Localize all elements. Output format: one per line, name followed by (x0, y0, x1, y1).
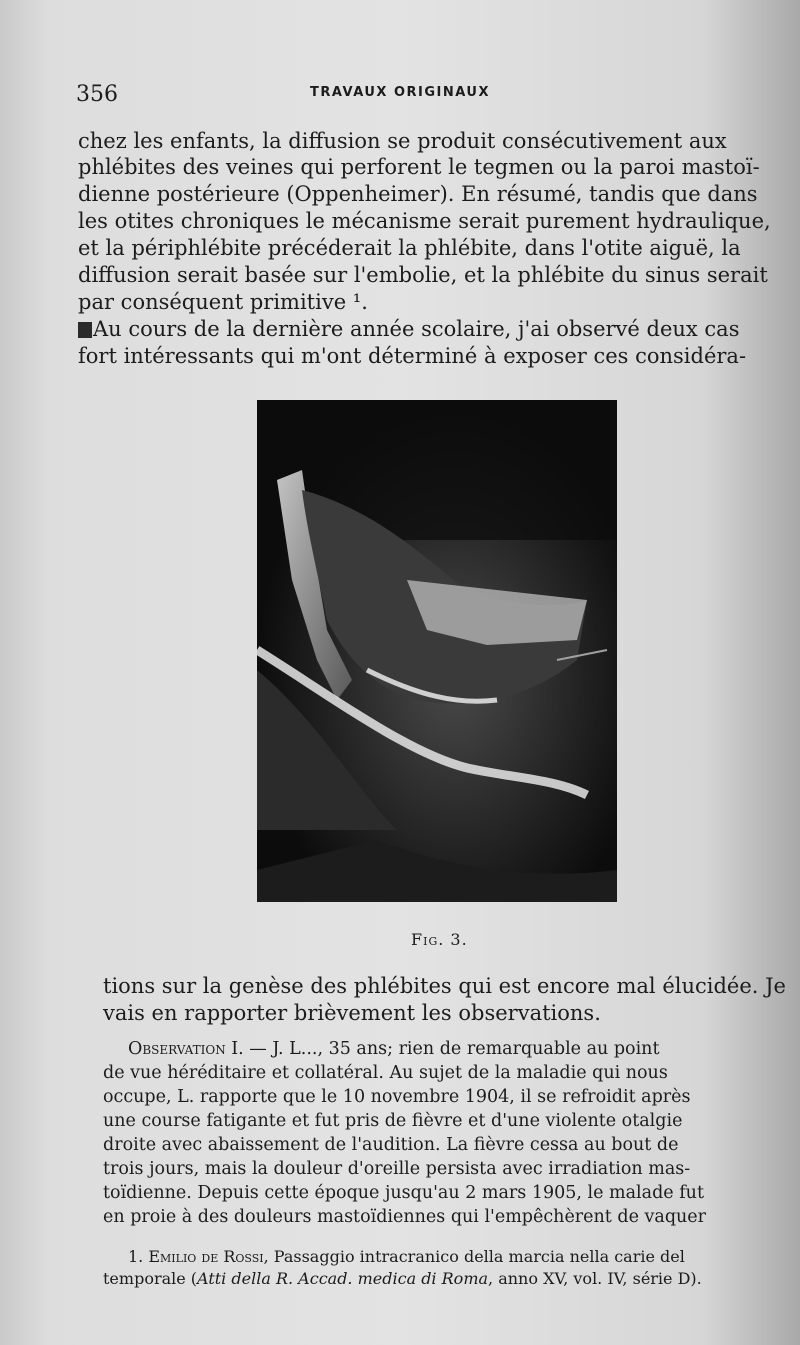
figure-caption: Fig. 3. (411, 930, 468, 949)
footnote-journal: Atti della R. Accad. medica di Roma (197, 1269, 489, 1288)
observation-line: occupe, L. rapporte que le 10 novembre 1904, il se refroidit après (103, 1087, 691, 1107)
body-line: tions sur la genèse des phlébites qui est encore mal élucidée. Je (103, 974, 786, 998)
body-line: chez les enfants, la diffusion se produit consécutivement aux (78, 129, 727, 153)
figure-photograph (257, 400, 617, 902)
body-line: phlébites des veines qui perforent le tegmen ou la paroi mastoï- (78, 155, 760, 179)
body-line: fort intéressants qui m'ont déterminé à exposer ces considéra- (78, 344, 747, 368)
observation-line: toïdienne. Depuis cette époque jusqu'au 2 mars 1905, le malade fut (103, 1183, 704, 1203)
observation-label: Observation I. — (128, 1039, 267, 1059)
footnote-line: 1. Emilio de Rossi, Passaggio intracranico della marcia nella carie del (128, 1247, 685, 1266)
observation-line: en proie à des douleurs mastoïdiennes qui l'empêchèrent de vaquer (103, 1207, 707, 1227)
page-number: 356 (76, 82, 118, 107)
body-line: diffusion serait basée sur l'embolie, et la phlébite du sinus serait (78, 263, 768, 287)
body-line: vais en rapporter brièvement les observations. (103, 1001, 601, 1025)
observation-line: Observation I. — J. L..., 35 ans; rien de remarquable au point (128, 1039, 660, 1059)
footnote-author: Emilio de Rossi (148, 1247, 264, 1266)
footnote-line: temporale (Atti della R. Accad. medica di Roma, anno XV, vol. IV, série D). (103, 1269, 702, 1288)
observation-line: droite avec abaissement de l'audition. La fièvre cessa au bout de (103, 1135, 679, 1155)
body-line: et la périphlébite précéderait la phlébite, dans l'otite aiguë, la (78, 236, 741, 260)
running-head: TRAVAUX ORIGINAUX (309, 85, 491, 100)
observation-line: de vue héréditaire et collatéral. Au sujet de la maladie qui nous (103, 1063, 668, 1083)
anatomical-specimen-image (257, 400, 617, 902)
body-line: par conséquent primitive ¹. (78, 290, 368, 314)
observation-line: une course fatigante et fut pris de fièvre et d'une violente otalgie (103, 1111, 683, 1131)
body-line: Au cours de la dernière année scolaire, j'ai observé deux cas (78, 316, 739, 342)
body-line: dienne postérieure (Oppenheimer). En résumé, tandis que dans (78, 182, 758, 206)
footnote-marker: 1. (128, 1247, 144, 1266)
observation-line: trois jours, mais la douleur d'oreille persista avec irradiation mas- (103, 1159, 691, 1179)
ink-blot-mark (78, 322, 92, 338)
body-line: les otites chroniques le mécanisme serait purement hydraulique, (78, 209, 771, 233)
